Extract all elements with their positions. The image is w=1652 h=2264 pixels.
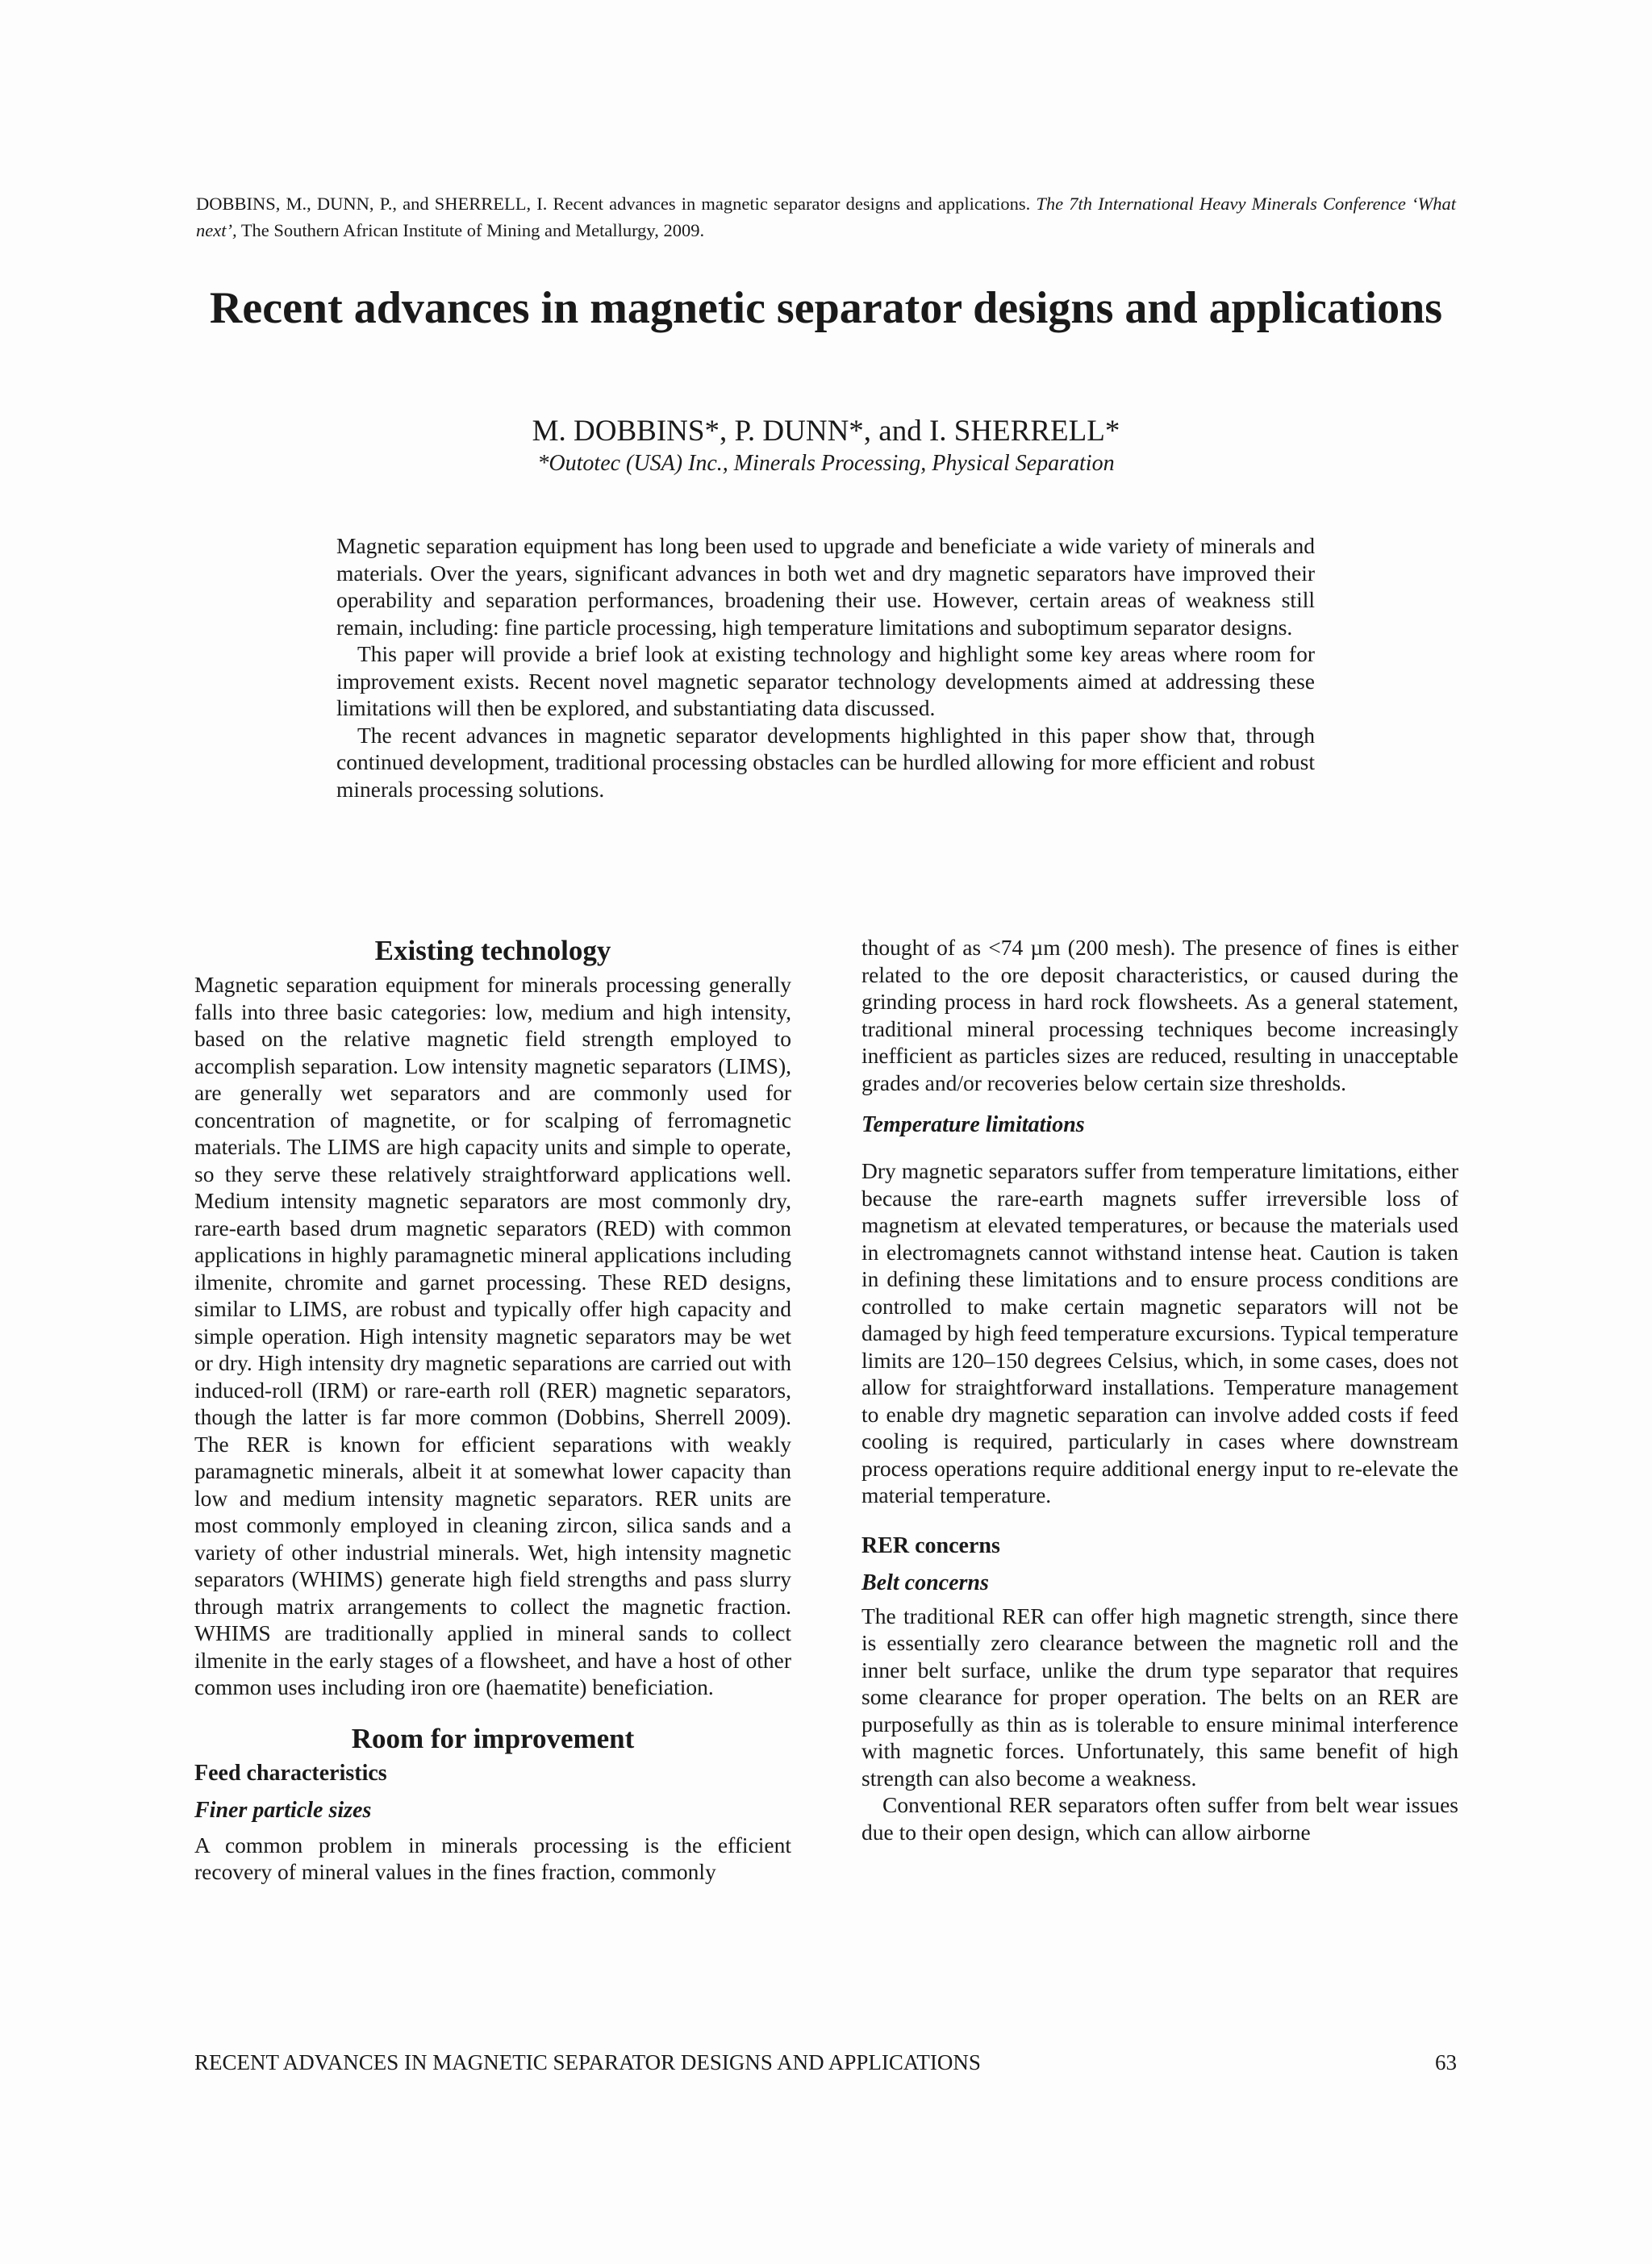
body-paragraph: The traditional RER can offer high magnetic strength, since there is essentially zero clearance between the magnetic roll and the inner belt surface, unlike the drum type separator that requires some clearance for proper operation. The belts on an RER are purposefully as thin as is tolerable to ensure minimal interference with magnetic forces. Unfortunately, this same benefit of high strength can also become a weakness. <box>861 1603 1458 1791</box>
section-heading-room-for-improvement: Room for improvement <box>351 1722 635 1754</box>
body-paragraph: Magnetic separation equipment for minerals processing generally falls into three basic categories: low, medium and high intensity, based on the relative magnetic field strength employed to accomplish separation. Low intensity magnetic separators (LIMS), are generally wet separators and are commonly used for concentration of magnetite, or for scalping of ferromagnetic materials. The LIMS are high capacity units and simple to operate, so they serve these relatively straightforward applications well. Medium intensity magnetic separators are most commonly dry, rare-earth based drum magnetic separators (RED) with common applications in highly paramagnetic mineral applications including ilmenite, chromite and garnet processing. These RED designs, similar to LIMS, are robust and typically offer high capacity and simple operation. High intensity magnetic separators may be wet or dry. High intensity dry magnetic separations are carried out with induced-roll (IRM) or rare-earth roll (RER) magnetic separators, though the latter is far more common (Dobbins, Sherrell 2009). The RER is known for efficient separations with weakly paramagnetic minerals, albeit it at somewhat lower capacity than low and medium intensity magnetic separators. RER units are most commonly employed in cleaning zircon, silica sands and a variety of other industrial minerals. Wet, high intensity magnetic separators (WHIMS) generate high field strengths and pass slurry through matrix arrangements to collect the magnetic fraction. WHIMS are traditionally applied in mineral sands to collect ilmenite in the early stages of a flowsheet, and have a host of other common uses including iron ore (haematite) beneficiation. <box>194 972 791 1699</box>
body-paragraph: thought of as <74 µm (200 mesh). The presence of fines is either related to the ore deposit characteristics, or caused during the grinding process in hard rock flowsheets. As a general statement, traditional mineral processing techniques become increasingly inefficient as particles sizes are reduced, resulting in unacceptable grades and/or recoveries below certain size thresholds. <box>861 935 1458 1095</box>
right-column <box>861 934 1458 1845</box>
citation-conference: The 7th International Heavy Minerals Conference ‘What next’, <box>196 194 1457 240</box>
citation-authors: DOBBINS, M., DUNN, P., and SHERRELL, I. <box>196 194 548 214</box>
subsubsection-heading-temperature-limitations: Temperature limitations <box>861 1112 1085 1137</box>
author-affiliation: *Outotec (USA) Inc., Minerals Processing, Physical Separation <box>537 451 1115 476</box>
body-paragraph: Conventional RER separators often suffer from belt wear issues due to their open design, which can allow airborne <box>861 1792 1458 1845</box>
abstract <box>336 532 1315 803</box>
author-list: M. DOBBINS*, P. DUNN*, and I. SHERRELL* <box>532 415 1120 448</box>
subsubsection-heading-belt-concerns: Belt concerns <box>861 1570 989 1595</box>
abstract-paragraph: This paper will provide a brief look at existing technology and highlight some key areas where room for improvement exists. Recent novel magnetic separator technology developments aimed at addressing these limitations will then be explored, and substantiating data discussed. <box>336 641 1315 720</box>
body-paragraph: A common problem in minerals processing is the efficient recovery of mineral values in the fines fraction, commonly <box>194 1832 791 1884</box>
left-column <box>194 934 791 1886</box>
citation-text: Recent advances in magnetic separator designs and applications. <box>553 194 1031 214</box>
citation-publisher: The Southern African Institute of Mining and Metallurgy, 2009. <box>240 220 705 240</box>
page-footer <box>194 2049 1457 2076</box>
subsection-heading-rer-concerns: RER concerns <box>861 1532 1000 1558</box>
body-paragraph: Dry magnetic separators suffer from temperature limitations, either because the rare-earth magnets suffer irreversible loss of magnetism at elevated temperatures, or because the materials used in electromagnets cannot withstand intense heat. Caution is taken in defining these limitations and to ensure process conditions are controlled to make certain magnetic separators will not be damaged by high feed temperature excursions. Typical temperature limits are 120–150 degrees Celsius, which, in some cases, does not allow for straightforward installations. Temperature management to enable dry magnetic separation can involve added costs if feed cooling is required, particularly in cases where downstream process operations require additional energy input to re-elevate the material temperature. <box>861 1158 1458 1507</box>
abstract-paragraph: Magnetic separation equipment has long been used to upgrade and beneficiate a wide variety of minerals and materials. Over the years, significant advances in both wet and dry magnetic separators have improved their operability and separation performances, broadening their use. However, certain areas of weakness still remain, including: fine particle processing, high temperature limitations and suboptimum separator designs. <box>336 533 1315 640</box>
paper-title: Recent advances in magnetic separator designs and applications <box>209 283 1443 333</box>
subsection-heading-feed-characteristics: Feed characteristics <box>194 1760 387 1786</box>
section-heading-existing-technology: Existing technology <box>374 935 611 966</box>
page-number: 63 <box>1435 2050 1457 2074</box>
running-title: RECENT ADVANCES IN MAGNETIC SEPARATOR DESIGNS AND APPLICATIONS <box>194 2050 981 2074</box>
citation-header <box>196 190 1456 244</box>
abstract-paragraph: The recent advances in magnetic separator developments highlighted in this paper show that, through continued development, traditional processing obstacles can be hurdled allowing for more efficient and robust minerals processing solutions. <box>336 722 1315 802</box>
subsubsection-heading-finer-particle-sizes: Finer particle sizes <box>194 1797 372 1823</box>
